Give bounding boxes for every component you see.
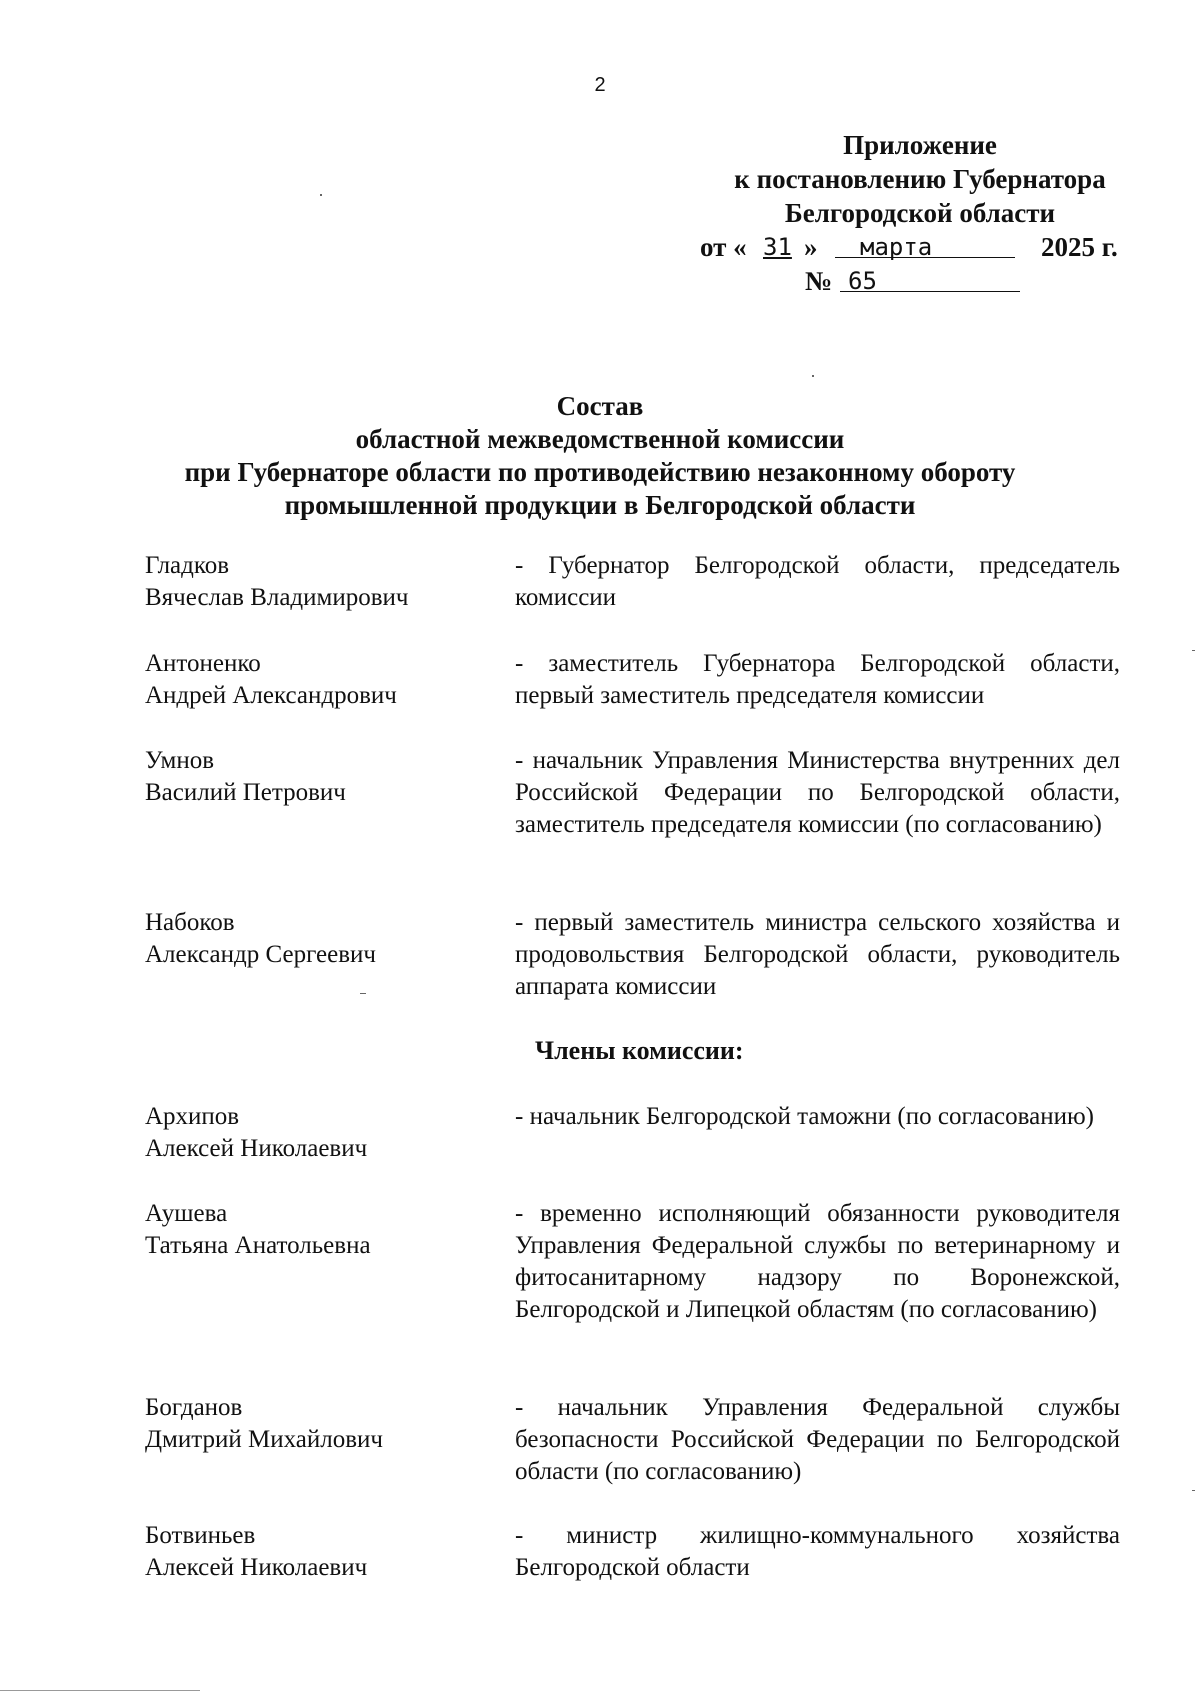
member-role: - временно исполняющий обязанности руководителя Управления Федеральной службы по ветеринарному и фитосанитарному надзору по Воронежской, Белгородской и Липецкой областям (по согласованию) bbox=[515, 1200, 1120, 1323]
member-name bbox=[145, 1198, 505, 1262]
appendix-region: Белгородской области bbox=[784, 198, 1056, 228]
date-year: 2025 г. bbox=[1041, 232, 1118, 262]
appendix-label: Приложение bbox=[843, 130, 997, 160]
member-surname: Архипов bbox=[145, 1103, 240, 1130]
scan-speck bbox=[320, 194, 322, 196]
number-sign: № bbox=[805, 266, 833, 296]
member-name bbox=[145, 1101, 505, 1165]
scan-speck bbox=[360, 993, 366, 994]
scan-speck bbox=[1192, 1490, 1195, 1491]
scan-speck bbox=[812, 375, 814, 377]
member-given-name: Дмитрий Михайлович bbox=[145, 1426, 383, 1453]
member-name bbox=[145, 1520, 505, 1584]
page-number: 2 bbox=[594, 74, 606, 96]
member-name bbox=[145, 648, 505, 712]
scan-speck bbox=[1192, 650, 1195, 651]
member-name bbox=[145, 550, 505, 614]
date-quote-close: » bbox=[804, 232, 818, 262]
member-surname: Антоненко bbox=[145, 650, 261, 677]
title-line-4: промышленной продукции в Белгородской области bbox=[284, 490, 916, 520]
date-prefix: от « bbox=[700, 232, 747, 262]
member-role: - министр жилищно-коммунального хозяйства Белгородской области bbox=[515, 1522, 1120, 1581]
title-line-3: при Губернаторе области по противодействию незаконному обороту bbox=[184, 457, 1016, 487]
member-given-name: Алексей Николаевич bbox=[145, 1554, 368, 1581]
date-day: 31 bbox=[763, 233, 792, 261]
member-role: - начальник Управления Федеральной службы безопасности Российской Федерации по Белгородской области (по согласованию) bbox=[515, 1394, 1120, 1485]
title-line-1: Состав bbox=[556, 391, 644, 421]
member-name bbox=[145, 745, 505, 809]
member-surname: Гладков bbox=[145, 552, 230, 579]
members-heading: Члены комиссии: bbox=[535, 1036, 744, 1065]
member-given-name: Алексей Николаевич bbox=[145, 1135, 368, 1162]
scan-speck bbox=[0, 1690, 200, 1691]
appendix-decree-ref: к постановлению Губернатора bbox=[734, 164, 1106, 194]
member-given-name: Вячеслав Владимирович bbox=[145, 584, 409, 611]
member-surname: Богданов bbox=[145, 1394, 243, 1421]
document-title bbox=[140, 390, 1060, 522]
member-role: - начальник Белгородской таможни (по согласованию) bbox=[515, 1103, 1094, 1130]
appendix-number bbox=[700, 264, 1140, 298]
appendix-header bbox=[700, 128, 1140, 298]
appendix-date bbox=[700, 230, 1140, 264]
member-name bbox=[145, 907, 505, 971]
member-surname: Умнов bbox=[145, 747, 215, 774]
member-role: - начальник Управления Министерства внутренних дел Российской Федерации по Белгородской области, заместитель председателя комиссии (по согласованию) bbox=[515, 747, 1120, 838]
member-given-name: Татьяна Анатольевна bbox=[145, 1232, 371, 1259]
date-month: марта bbox=[835, 230, 1015, 258]
title-line-2: областной межведомственной комиссии bbox=[355, 424, 845, 454]
member-name bbox=[145, 1392, 505, 1456]
member-surname: Ботвиньев bbox=[145, 1522, 256, 1549]
member-given-name: Андрей Александрович bbox=[145, 682, 397, 709]
member-given-name: Василий Петрович bbox=[145, 779, 346, 806]
member-surname: Набоков bbox=[145, 909, 235, 936]
member-surname: Аушева bbox=[145, 1200, 228, 1227]
member-given-name: Александр Сергеевич bbox=[145, 941, 376, 968]
member-role: - первый заместитель министра сельского хозяйства и продовольствия Белгородской области, руководитель аппарата комиссии bbox=[515, 909, 1120, 1000]
member-role: - Губернатор Белгородской области, председатель комиссии bbox=[515, 552, 1120, 611]
member-role: - заместитель Губернатора Белгородской области, первый заместитель председателя комиссии bbox=[515, 650, 1120, 709]
decree-number: 65 bbox=[840, 264, 1020, 292]
